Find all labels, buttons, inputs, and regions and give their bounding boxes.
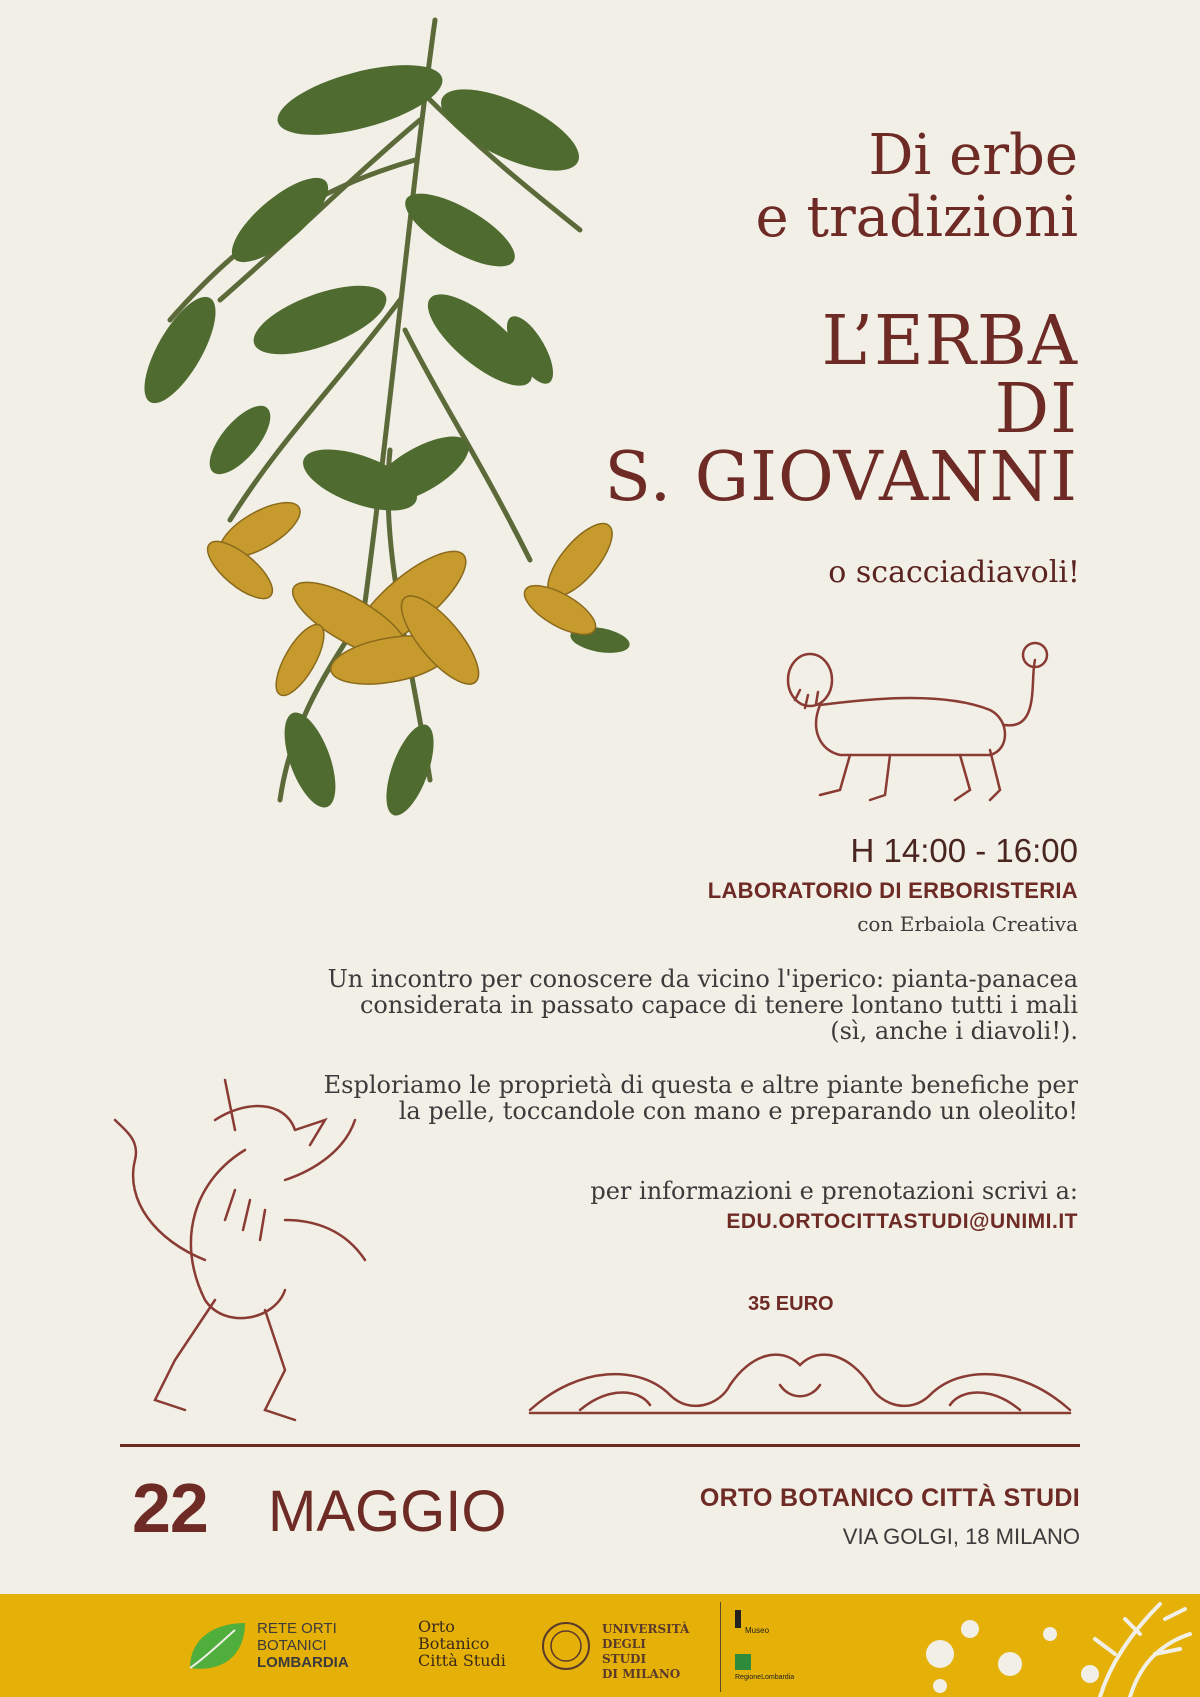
title-line-2: e tradizioni <box>755 185 1078 250</box>
logo1-line1: RETE ORTI <box>257 1620 337 1637</box>
logo2-line1: Orto <box>418 1617 455 1636</box>
museo-icon <box>735 1610 741 1628</box>
floral-decoration <box>900 1594 1200 1697</box>
logo3-line3: DI MILANO <box>602 1667 681 1681</box>
subtitle: o scacciadiavoli! <box>828 555 1080 590</box>
logo2-line2: Botanico <box>418 1634 490 1653</box>
venue-name: ORTO BOTANICO CITTÀ STUDI <box>699 1484 1080 1512</box>
divider <box>120 1444 1080 1447</box>
creature-illustration <box>780 640 1080 820</box>
contact-email[interactable]: EDU.ORTOCITTASTUDI@UNIMI.IT <box>726 1210 1078 1233</box>
logo2-line3: Città Studi <box>418 1651 506 1670</box>
price: 35 EURO <box>748 1293 834 1315</box>
description-paragraph-2: Esploriamo le proprietà di questa e altre piante benefiche per la pelle, toccandole con mano e preparando un oleolito! <box>323 1071 1078 1125</box>
logo3-line1: UNIVERSITÀ <box>602 1622 690 1636</box>
footer-bar <box>0 1594 1200 1697</box>
title-line-1: Di erbe <box>868 123 1078 188</box>
headline <box>604 302 1078 517</box>
logo-rete-orti[interactable] <box>185 1612 365 1682</box>
regione-lombardia-icon <box>735 1654 751 1670</box>
description-paragraph-1: Un incontro per conoscere da vicino l'iperico: pianta-panacea considerata in passato capace di tenere lontano tutti i mali (sì, anche i diavoli!). <box>327 965 1078 1045</box>
headline-line-2: DI <box>994 370 1078 449</box>
venue-address: VIA GOLGI, 18 MILANO <box>842 1524 1080 1549</box>
logo-orto-botanico-text <box>418 1618 506 1669</box>
logo1-line3: LOMBARDIA <box>257 1654 349 1671</box>
leaf-logo-icon <box>185 1618 250 1676</box>
university-seal-icon <box>540 1620 592 1672</box>
ornament <box>520 1325 1080 1425</box>
headline-line-3: S. GIOVANNI <box>604 438 1078 517</box>
lab-title: LABORATORIO DI ERBORISTERIA <box>707 878 1078 903</box>
museo-label: Museo <box>745 1626 770 1635</box>
logo3-line2: DEGLI STUDI <box>602 1637 647 1666</box>
host-name: con Erbaiola Creativa <box>857 912 1078 936</box>
info-text: per informazioni e prenotazioni scrivi a: <box>590 1177 1078 1205</box>
st-johns-wort-illustration <box>60 0 660 920</box>
title-tagline <box>756 125 1078 249</box>
logo-lombardia[interactable] <box>720 1602 811 1692</box>
regione-label: RegioneLombardia <box>735 1674 795 1681</box>
date-day: 22 <box>132 1469 208 1547</box>
logo-unimi-text <box>602 1622 690 1682</box>
headline-line-1: L’ERBA <box>821 302 1078 381</box>
griffin-illustration <box>95 1060 395 1450</box>
date-month: MAGGIO <box>268 1479 507 1544</box>
logo-orto-botanico[interactable] <box>418 1618 506 1669</box>
logo1-line2: BOTANICI <box>257 1637 327 1654</box>
logo-rete-orti-text <box>257 1620 349 1671</box>
logo-unimi[interactable] <box>540 1616 690 1681</box>
event-time: H 14:00 - 16:00 <box>850 832 1078 869</box>
